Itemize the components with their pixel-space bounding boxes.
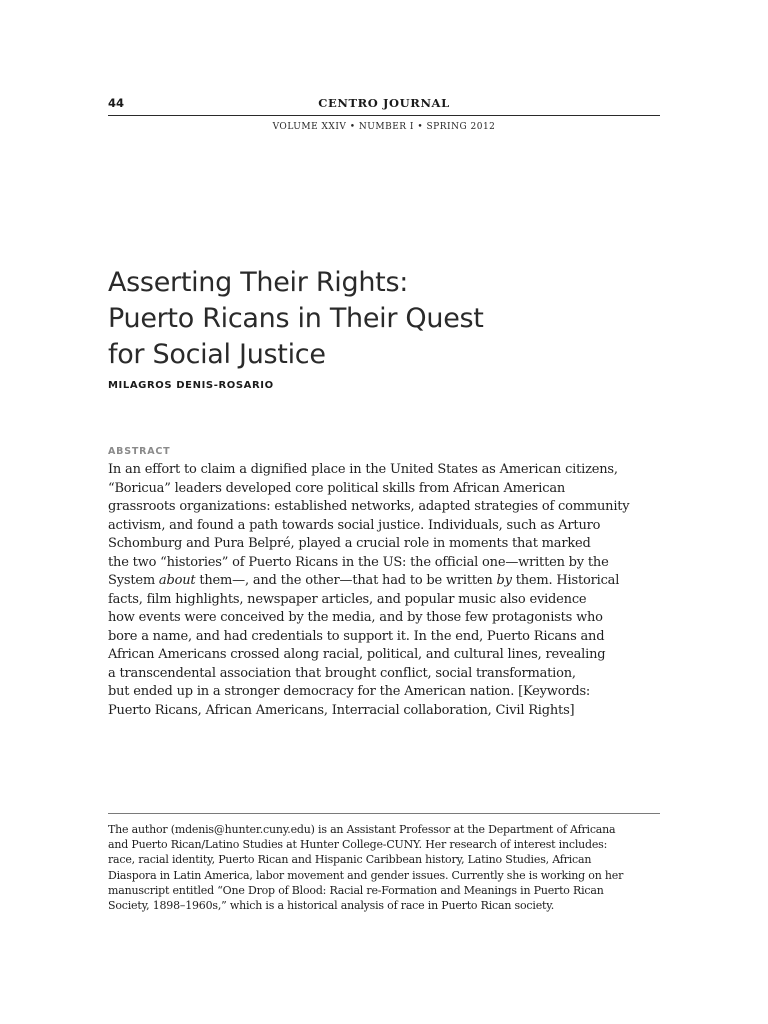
abstract-body xyxy=(108,461,668,720)
title-line: Asserting Their Rights: xyxy=(108,267,409,298)
footnote-divider xyxy=(108,813,660,814)
abstract-line: Schomburg and Pura Belpré, played a crucial role in moments that marked xyxy=(108,536,591,551)
abstract-line: bore a name, and had credentials to support it. In the end, Puerto Ricans and xyxy=(108,628,605,644)
abstract-text: them—, and the other—that had to be written xyxy=(195,573,497,588)
abstract-label: ABSTRACT xyxy=(108,446,171,457)
abstract-line: grassroots organizations: established networks, adapted strategies of community xyxy=(108,499,630,514)
footnote-line: manuscript entitled “One Drop of Blood: Racial re-Formation and Meanings in Puerto Rican xyxy=(108,883,604,897)
abstract-line: Puerto Ricans, African Americans, Interracial collaboration, Civil Rights] xyxy=(108,702,575,718)
abstract-line: how events were conceived by the media, and by those few protagonists who xyxy=(108,610,603,625)
abstract-text: them. Historical xyxy=(511,573,620,588)
abstract-text: System xyxy=(108,573,159,588)
journal-name: CENTRO JOURNAL xyxy=(318,96,450,110)
footnote-line: Diaspora in Latin America, labor movement and gender issues. Currently she is working on her xyxy=(108,868,624,882)
author-name: MILAGROS DENIS-ROSARIO xyxy=(108,380,274,391)
abstract-line: but ended up in a stronger democracy for the American nation. [Keywords: xyxy=(108,684,591,699)
title-line: for Social Justice xyxy=(108,339,326,370)
article-title xyxy=(108,265,668,373)
abstract-line: activism, and found a path towards social justice. Individuals, such as Arturo xyxy=(108,517,601,533)
running-header xyxy=(108,92,660,116)
header-divider xyxy=(108,115,660,116)
footnote-line: and Puerto Rican/Latino Studies at Hunter College-CUNY. Her research of interest includes: xyxy=(108,838,608,852)
abstract-line: “Boricua” leaders developed core political skills from African American xyxy=(108,480,566,496)
footnote-line: race, racial identity, Puerto Rican and Hispanic Caribbean history, Latino Studies, African xyxy=(108,853,592,867)
page-number: 44 xyxy=(108,96,125,110)
abstract-line: the two “histories” of Puerto Ricans in the US: the official one—written by the xyxy=(108,554,609,570)
issue-line: VOLUME XXIV • NUMBER I • SPRING 2012 xyxy=(272,122,496,132)
abstract-line: In an effort to claim a dignified place in the United States as American citizens, xyxy=(108,462,618,477)
title-line: Puerto Ricans in Their Quest xyxy=(108,303,484,334)
abstract-emphasis: by xyxy=(496,573,512,588)
footnote-line: Society, 1898–1960s,” which is a historical analysis of race in Puerto Rican society. xyxy=(108,899,555,913)
footnote-line: The author (mdenis@hunter.cuny.edu) is an Assistant Professor at the Department of Africana xyxy=(108,823,616,836)
author-footnote xyxy=(108,822,668,913)
abstract-line xyxy=(108,572,668,591)
abstract-emphasis: about xyxy=(158,573,196,588)
abstract-line: a transcendental association that brought conflict, social transformation, xyxy=(108,665,576,681)
abstract-line: facts, film highlights, newspaper articles, and popular music also evidence xyxy=(108,591,587,607)
abstract-line: African Americans crossed along racial, political, and cultural lines, revealing xyxy=(108,647,606,662)
